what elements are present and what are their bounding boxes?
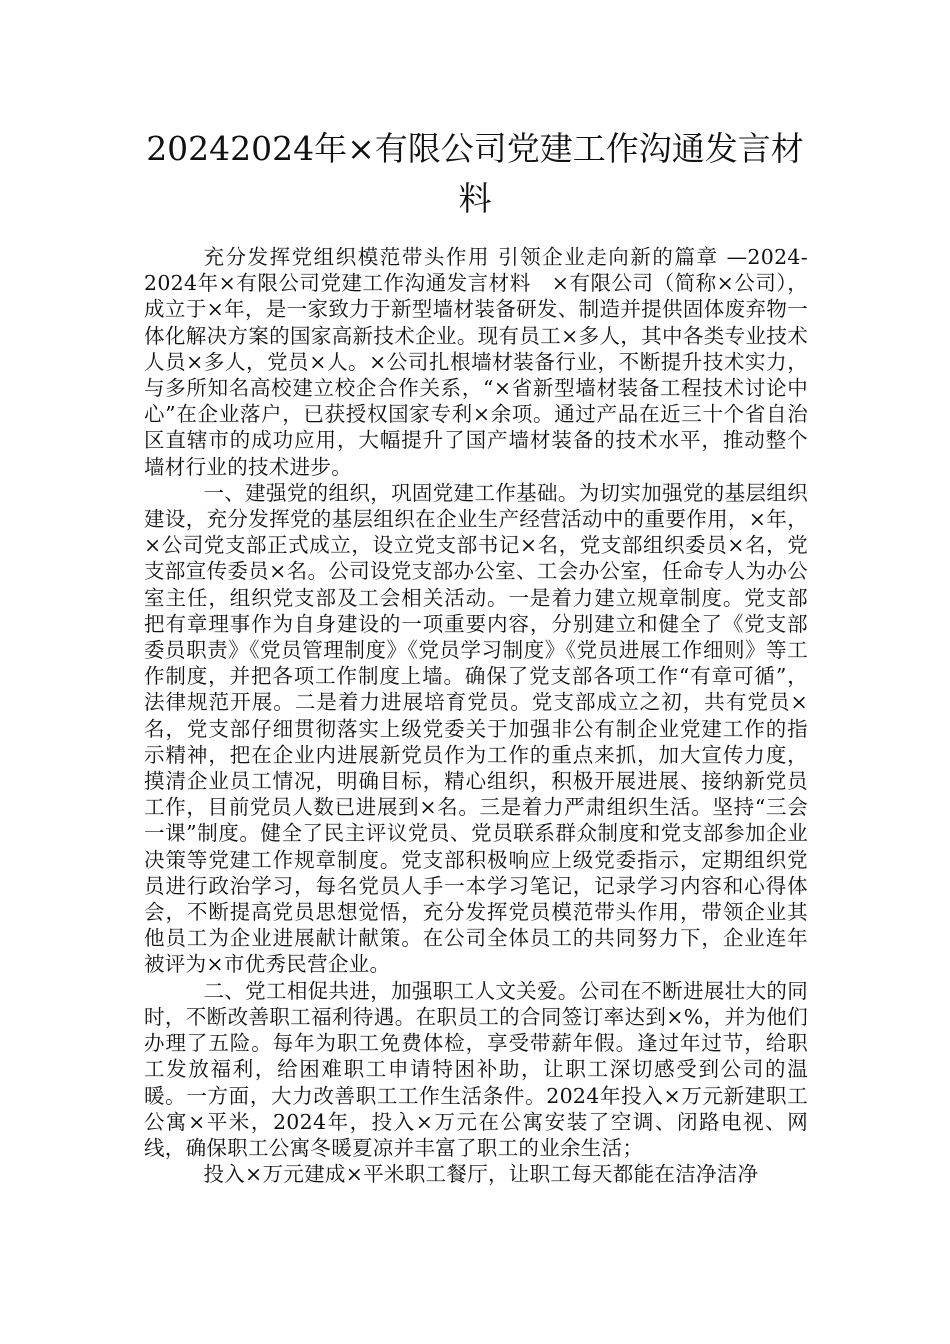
paragraph-section-two: 二、党工相促共进，加强职工人文关爱。公司在不断进展壮大的同时，不断改善职工福利待遇。在职员工的合同签订率达到×%，并为他们办理了五险。每年为职工免费体检，享受带薪年假。逢过年过节，给职工发放福利，给困难职工申请特困补助，让职工深切感受到公司的温暖。一方面，大力改善职工工作生活条件。2024年投入×万元新建职工公寓×平米，2024年，投入×万元在公寓安装了空调、闭路电视、网线，确保职工公寓冬暖夏凉并丰富了职工的业余生活； [144,978,808,1160]
paragraph-section-one: 一、建强党的组织，巩固党建工作基础。为切实加强党的基层组织建设，充分发挥党的基层组织在企业生产经营活动中的重要作用，×年，×公司党支部正式成立，设立党支部书记×名，党支部组织委员×名，党支部宣传委员×名。公司设党支部办公室、工会办公室，任命专人为办公室主任，组织党支部及工会相关活动。一是着力建立规章制度。党支部把有章理事作为自身建设的一项重要内容，分别建立和健全了《党支部委员职责》《党员管理制度》《党员学习制度》《党员进展工作细则》等工作制度，并把各项工作制度上墙。确保了党支部各项工作“有章可循”，法律规范开展。二是着力进展培育党员。党支部成立之初，共有党员×名，党支部仔细贯彻落实上级党委关于加强非公有制企业党建工作的指示精神，把在企业内进展新党员作为工作的重点来抓，加大宣传力度，摸清企业员工情况，明确目标，精心组织，积极开展进展、接纳新党员工作，目前党员人数已进展到×名。三是着力严肃组织生活。坚持“三会一课”制度。健全了民主评议党员、党员联系群众制度和党支部参加企业决策等党建工作规章制度。党支部积极响应上级党委指示，定期组织党员进行政治学习，每名党员人手一本学习笔记，记录学习内容和心得体会，不断提高党员思想觉悟，充分发挥党员模范带头作用，带领企业其他员工为企业进展献计献策。在公司全体员工的共同努力下，企业连年被评为×市优秀民营企业。 [144,480,808,977]
document-body [144,244,808,1187]
document-title: 20242024年×有限公司党建工作沟通发言材料 [146,129,804,218]
paragraph-intro: 充分发挥党组织模范带头作用 引领企业走向新的篇章 —2024-2024年×有限公司党建工作沟通发言材料 ×有限公司（简称×公司），成立于×年，是一家致力于新型墙材装备研发、制造并提供固体废弃物一体化解决方案的国家高新技术企业。现有员工×多人，其中各类专业技术人员×多人，党员×人。×公司扎根墙材装备行业，不断提升技术实力，与多所知名高校建立校企合作关系，“×省新型墙材装备工程技术讨论中心”在企业落户，已获授权国家专利×余项。通过产品在近三十个省自治区直辖市的成功应用，大幅提升了国产墙材装备的技术水平，推动整个墙材行业的技术进步。 [144,245,808,479]
paragraph-continuation: 投入×万元建成×平米职工餐厅，让职工每天都能在洁净洁净 [203,1162,759,1187]
